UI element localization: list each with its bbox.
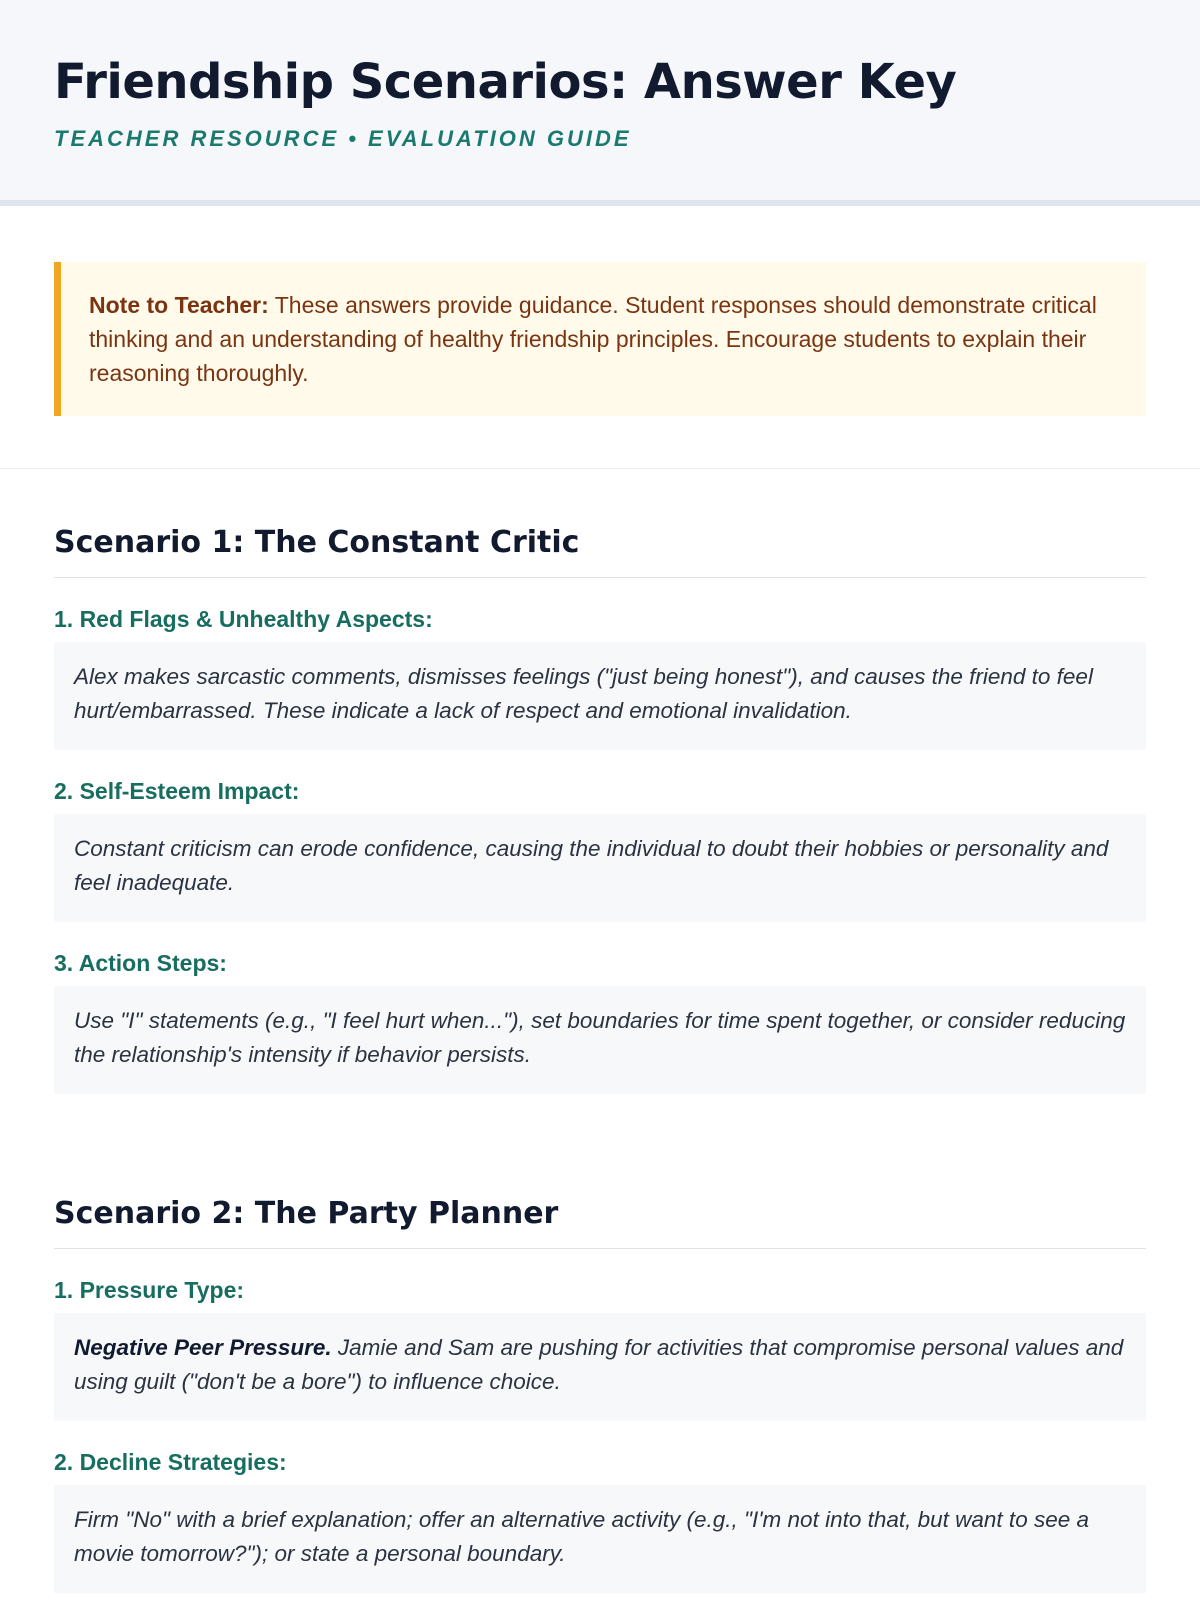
page-title: Friendship Scenarios: Answer Key xyxy=(54,54,957,110)
scenario-2-question-1-label: 1. Pressure Type: xyxy=(54,1277,245,1303)
scenario-2-section xyxy=(0,1094,1200,1593)
page-header xyxy=(0,0,1200,206)
scenario-2-question-1-answer xyxy=(54,1313,1146,1421)
scenario-2-question-2-label: 2. Decline Strategies: xyxy=(54,1449,287,1475)
scenario-1-question-1-label: 1. Red Flags & Unhealthy Aspects: xyxy=(54,606,433,632)
scenario-1-question-2-label: 2. Self-Esteem Impact: xyxy=(54,778,300,804)
scenario-1-section xyxy=(0,469,1200,1094)
scenario-1-question-3-answer: Use "I" statements (e.g., "I feel hurt when..."), set boundaries for time spent together, or consider reducing the relationship's intensity if behavior persists. xyxy=(54,986,1146,1094)
scenario-1-title: Scenario 1: The Constant Critic xyxy=(54,469,1146,578)
scenario-1-question-3-label: 3. Action Steps: xyxy=(54,950,227,976)
teacher-note-label: Note to Teacher: xyxy=(89,292,269,318)
scenario-1-question-1-answer: Alex makes sarcastic comments, dismisses feelings ("just being honest"), and causes the friend to feel hurt/embarrassed. These indicate a lack of respect and emotional invalidation. xyxy=(54,642,1146,750)
scenario-2-title: Scenario 2: The Party Planner xyxy=(54,1094,1146,1249)
answer-text: Jamie and Sam are pushing for activities that compromise personal values and using guilt ("don't be a bore") to influence choice. xyxy=(74,1335,1124,1394)
scenario-1-question-2-answer: Constant criticism can erode confidence, causing the individual to doubt their hobbies or personality and feel inadequate. xyxy=(54,814,1146,922)
page-subtitle: TEACHER RESOURCE • EVALUATION GUIDE xyxy=(54,126,632,151)
teacher-note xyxy=(54,262,1146,416)
teacher-note-text: These answers provide guidance. Student responses should demonstrate critical thinking and an understanding of healthy friendship principles. Encourage students to explain their reasoning thoroughly. xyxy=(89,292,1097,386)
answer-emphasis: Negative Peer Pressure. xyxy=(74,1335,332,1360)
scenario-2-question-2-answer: Firm "No" with a brief explanation; offer an alternative activity (e.g., "I'm not into that, but want to see a movie tomorrow?"); or state a personal boundary. xyxy=(54,1485,1146,1593)
teacher-note-wrapper xyxy=(0,206,1200,469)
